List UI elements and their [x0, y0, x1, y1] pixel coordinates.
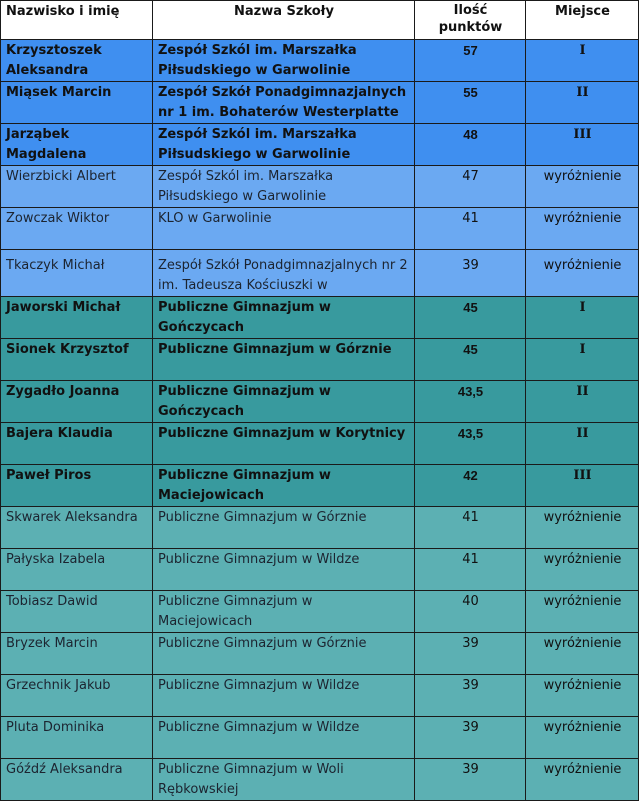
- student-name: Krzysztoszek Aleksandra: [1, 40, 153, 82]
- school-name: Publiczne Gimnazjum w Woli Rębkowskiej: [153, 759, 415, 801]
- school-name: Publiczne Gimnazjum w Gończycach: [153, 381, 415, 423]
- student-name: Tkaczyk Michał: [1, 250, 153, 297]
- points-value: 39: [415, 633, 526, 675]
- student-name: Jaworski Michał: [1, 297, 153, 339]
- table-row: [1, 297, 639, 339]
- place-value: III: [526, 465, 639, 507]
- school-name: Zespół Szkól im. Marszałka Piłsudskiego w Garwolinie: [153, 124, 415, 166]
- student-name: Góźdź Aleksandra: [1, 759, 153, 801]
- points-value: 43,5: [415, 423, 526, 465]
- school-name: Publiczne Gimnazjum w Korytnicy: [153, 423, 415, 465]
- place-value: II: [526, 82, 639, 124]
- points-value: 57: [415, 40, 526, 82]
- header-name: Nazwisko i imię: [1, 1, 153, 40]
- school-name: Publiczne Gimnazjum w Maciejowicach: [153, 591, 415, 633]
- place-value: wyróżnienie: [526, 633, 639, 675]
- place-value: I: [526, 297, 639, 339]
- school-name: Publiczne Gimnazjum w Górznie: [153, 633, 415, 675]
- header-row: [1, 1, 639, 40]
- header-place: Miejsce: [526, 1, 639, 40]
- student-name: Jarząbek Magdalena: [1, 124, 153, 166]
- table-row: [1, 166, 639, 208]
- table-row: [1, 208, 639, 250]
- school-name: Publiczne Gimnazjum w Maciejowicach: [153, 465, 415, 507]
- table-row: [1, 40, 639, 82]
- student-name: Pluta Dominika: [1, 717, 153, 759]
- header-points-line1: Ilość: [453, 3, 488, 18]
- table-row: [1, 465, 639, 507]
- table-row: [1, 675, 639, 717]
- points-value: 39: [415, 717, 526, 759]
- place-value: II: [526, 381, 639, 423]
- points-value: 41: [415, 507, 526, 549]
- student-name: Zowczak Wiktor: [1, 208, 153, 250]
- place-value: I: [526, 339, 639, 381]
- student-name: Miąsek Marcin: [1, 82, 153, 124]
- points-value: 39: [415, 759, 526, 801]
- student-name: Tobiasz Dawid: [1, 591, 153, 633]
- table-row: [1, 124, 639, 166]
- student-name: Bryzek Marcin: [1, 633, 153, 675]
- place-value: wyróżnienie: [526, 759, 639, 801]
- school-name: Publiczne Gimnazjum w Wildze: [153, 675, 415, 717]
- place-value: wyróżnienie: [526, 591, 639, 633]
- points-value: 45: [415, 297, 526, 339]
- place-value: II: [526, 423, 639, 465]
- points-value: 39: [415, 675, 526, 717]
- table-row: [1, 339, 639, 381]
- student-name: Grzechnik Jakub: [1, 675, 153, 717]
- table-row: [1, 717, 639, 759]
- points-value: 40: [415, 591, 526, 633]
- school-name: Zespół Szkól im. Marszałka Piłsudskiego w Garwolinie: [153, 166, 415, 208]
- place-value: wyróżnienie: [526, 717, 639, 759]
- school-name: Publiczne Gimnazjum w Wildze: [153, 717, 415, 759]
- points-value: 48: [415, 124, 526, 166]
- school-name: Publiczne Gimnazjum w Wildze: [153, 549, 415, 591]
- table-row: [1, 591, 639, 633]
- points-value: 47: [415, 166, 526, 208]
- table-row: [1, 633, 639, 675]
- table-row: [1, 82, 639, 124]
- student-name: Wierzbicki Albert: [1, 166, 153, 208]
- student-name: Pałyska Izabela: [1, 549, 153, 591]
- table-row: [1, 759, 639, 801]
- points-value: 55: [415, 82, 526, 124]
- student-name: Sionek Krzysztof: [1, 339, 153, 381]
- table-row: [1, 549, 639, 591]
- table-row: [1, 423, 639, 465]
- place-value: wyróżnienie: [526, 549, 639, 591]
- school-name: KLO w Garwolinie: [153, 208, 415, 250]
- place-value: wyróżnienie: [526, 507, 639, 549]
- school-name: Publiczne Gimnazjum w Górznie: [153, 339, 415, 381]
- table-row: [1, 381, 639, 423]
- place-value: wyróżnienie: [526, 675, 639, 717]
- table-row: [1, 507, 639, 549]
- points-value: 43,5: [415, 381, 526, 423]
- student-name: Bajera Klaudia: [1, 423, 153, 465]
- points-value: 42: [415, 465, 526, 507]
- table-row: [1, 250, 639, 297]
- school-name: Publiczne Gimnazjum w Górznie: [153, 507, 415, 549]
- header-points-line2: punktów: [438, 20, 503, 35]
- student-name: Zygadło Joanna: [1, 381, 153, 423]
- place-value: III: [526, 124, 639, 166]
- points-value: 41: [415, 549, 526, 591]
- points-value: 41: [415, 208, 526, 250]
- place-value: wyróżnienie: [526, 166, 639, 208]
- place-value: wyróżnienie: [526, 208, 639, 250]
- place-value: wyróżnienie: [526, 250, 639, 297]
- school-name: Publiczne Gimnazjum w Gończycach: [153, 297, 415, 339]
- school-name: Zespół Szkół Ponadgimnazjalnych nr 1 im. Bohaterów Westerplatte: [153, 82, 415, 124]
- student-name: Paweł Piros: [1, 465, 153, 507]
- school-name: Zespół Szkól im. Marszałka Piłsudskiego w Garwolinie: [153, 40, 415, 82]
- points-value: 45: [415, 339, 526, 381]
- header-points: [415, 1, 526, 40]
- points-value: 39: [415, 250, 526, 297]
- school-name: Zespół Szkół Ponadgimnazjalnych nr 2 im. Tadeusza Kościuszki w: [153, 250, 415, 297]
- student-name: Skwarek Aleksandra: [1, 507, 153, 549]
- header-school: Nazwa Szkoły: [153, 1, 415, 40]
- place-value: I: [526, 40, 639, 82]
